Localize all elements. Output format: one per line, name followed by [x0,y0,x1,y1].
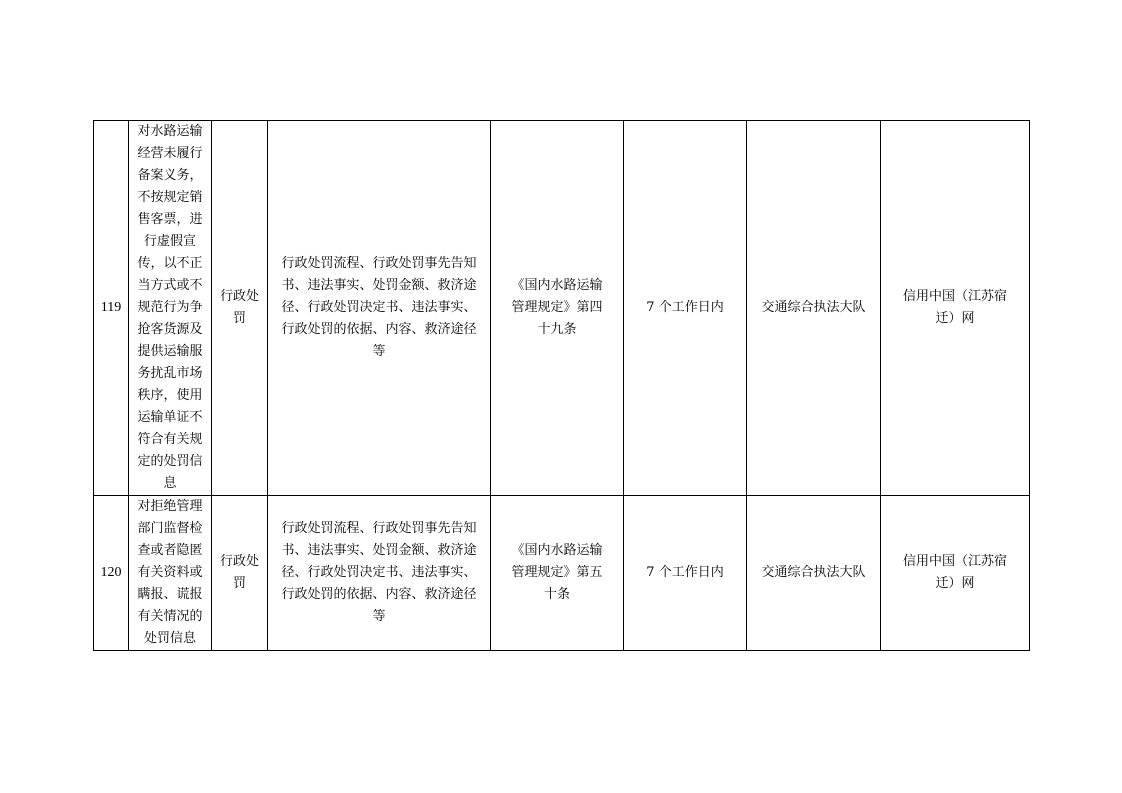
item-name: 对拒绝管理部门监督检查或者隐匿有关资料或瞒报、谎报有关情况的处罚信息 [129,496,212,651]
time-limit: 7 个工作日内 [624,121,747,496]
disclosure-content: 行政处罚流程、行政处罚事先告知书、违法事实、处罚金额、救济途径、行政处罚决定书、违法事实、行政处罚的依据、内容、救济途径等 [268,496,491,651]
item-category: 行政处罚 [212,496,268,651]
legal-basis: 《国内水路运输管理规定》第五十条 [491,496,624,651]
item-name: 对水路运输经营未履行备案义务，不按规定销售客票，进行虚假宣传，以不正当方式或不规范行为争抢客货源及提供运输服务扰乱市场秩序，使用运输单证不符合有关规定的处罚信息 [129,121,212,496]
responsible-agency: 交通综合执法大队 [747,121,881,496]
disclosure-channel: 信用中国（江苏宿迁）网 [881,496,1030,651]
row-index: 119 [94,121,129,496]
row-index: 120 [94,496,129,651]
responsible-agency: 交通综合执法大队 [747,496,881,651]
table-row [94,496,1030,651]
disclosure-table [93,120,1030,651]
disclosure-content: 行政处罚流程、行政处罚事先告知书、违法事实、处罚金额、救济途径、行政处罚决定书、违法事实、行政处罚的依据、内容、救济途径等 [268,121,491,496]
time-limit: 7 个工作日内 [624,496,747,651]
disclosure-channel: 信用中国（江苏宿迁）网 [881,121,1030,496]
table-row [94,121,1030,496]
item-category: 行政处罚 [212,121,268,496]
legal-basis: 《国内水路运输管理规定》第四十九条 [491,121,624,496]
